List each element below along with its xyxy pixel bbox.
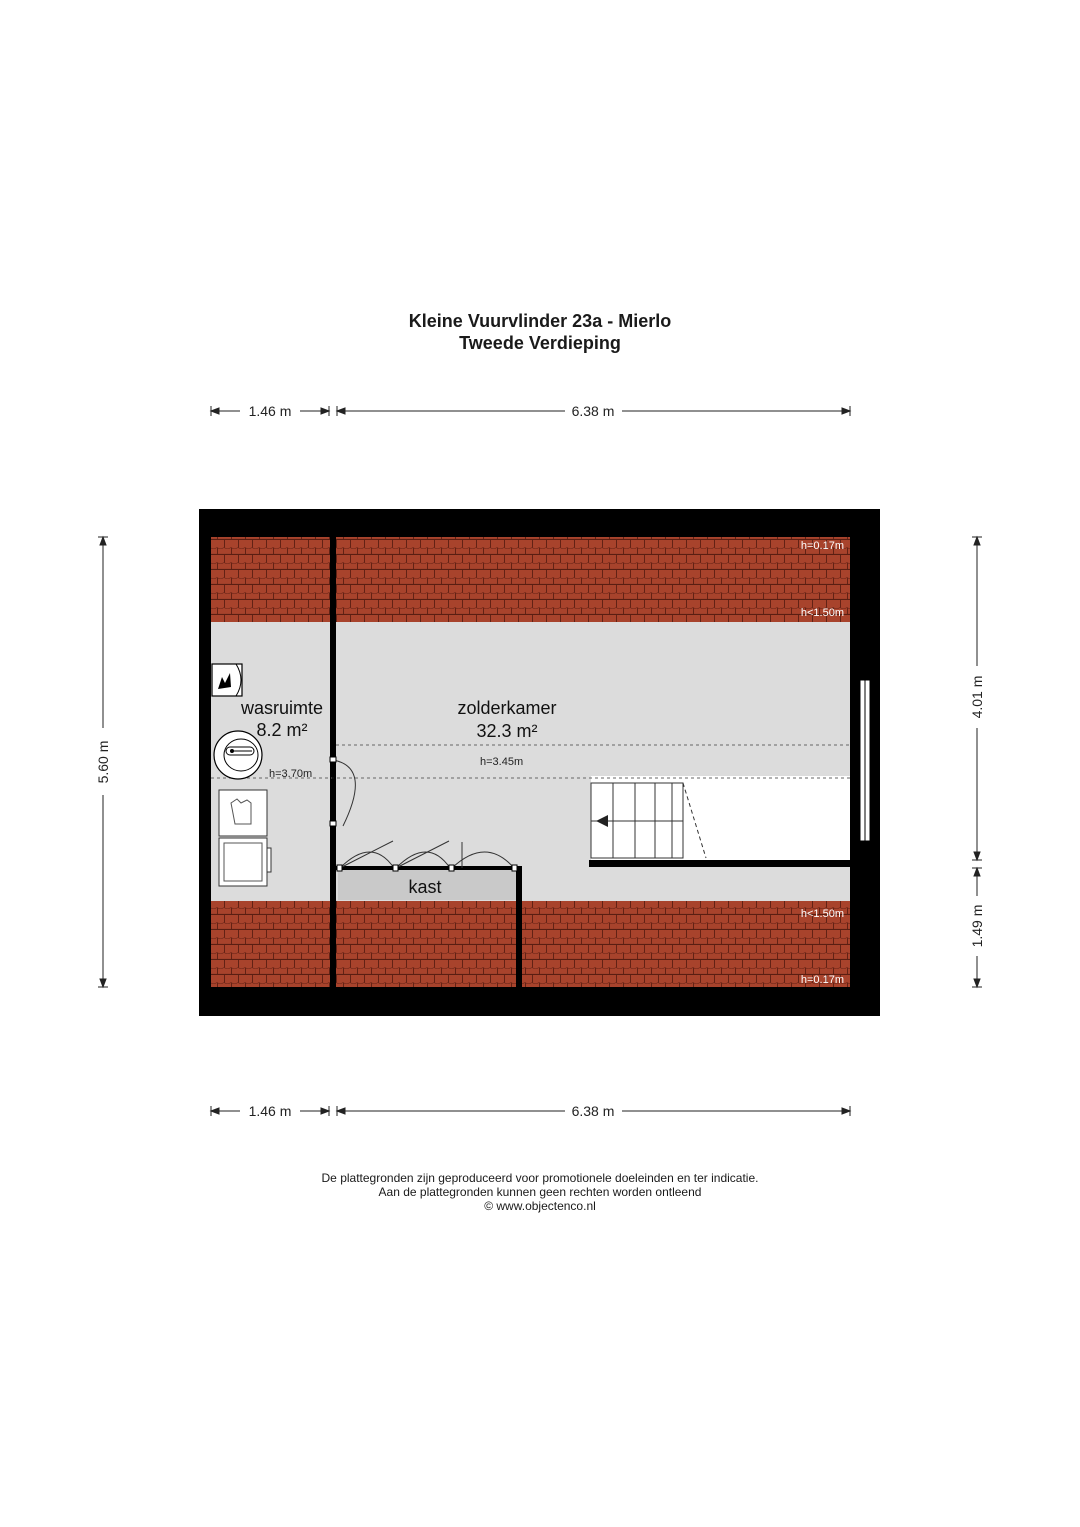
wall-right-lower <box>850 841 880 987</box>
room-height-zolderkamer: h=3.45m <box>480 756 524 768</box>
room-name-zolderkamer: zolderkamer <box>457 698 557 718</box>
window-right <box>860 680 870 841</box>
dim-top-right: 6.38 m <box>571 403 615 419</box>
dim-left-total: 5.60 m <box>95 740 111 784</box>
wall-right-upper <box>850 537 880 680</box>
dim-right-upper: 4.01 m <box>969 675 985 719</box>
wall-wasruimte-divider-top <box>330 537 336 760</box>
boiler-icon <box>212 664 242 696</box>
roof-slope-top-right <box>336 537 850 622</box>
dim-top-left: 1.46 m <box>248 403 292 419</box>
washing-machine-icon <box>219 838 271 886</box>
roof-slope-bottom-mid <box>336 901 516 987</box>
roof-slope-top-left <box>211 537 330 622</box>
dimension-top <box>211 406 850 416</box>
roof-height-bottom-ridge: h=0.17m <box>800 974 844 986</box>
dim-bottom-right: 6.38 m <box>571 1103 615 1119</box>
room-area-zolderkamer: 32.3 m² <box>476 721 538 741</box>
room-height-wasruimte: h=3.70m <box>269 768 313 780</box>
roof-height-top-limit: h<1.50m <box>800 607 844 619</box>
disclaimer-copyright: © www.objectenco.nl <box>484 1199 596 1213</box>
room-area-wasruimte: 8.2 m² <box>256 720 308 740</box>
floor-subtitle: Tweede Verdieping <box>459 333 621 353</box>
sink-icon <box>214 731 262 779</box>
plan-title: Kleine Vuurvlinder 23a - Mierlo <box>408 311 672 331</box>
dryer-icon <box>219 790 267 836</box>
disclaimer-line-1: De plattegronden zijn geproduceerd voor promotionele doeleinden en ter indicatie. <box>321 1171 759 1185</box>
dimension-bottom <box>211 1106 850 1116</box>
wall-kast-front <box>336 866 522 870</box>
wall-kast-divider <box>516 866 522 987</box>
roof-slope-bottom-left <box>211 901 330 987</box>
dim-right-lower: 1.49 m <box>969 904 985 948</box>
roof-height-top-ridge: h=0.17m <box>800 540 844 552</box>
room-name-kast: kast <box>408 877 442 897</box>
dim-bottom-left: 1.46 m <box>248 1103 292 1119</box>
roof-height-bottom-limit: h<1.50m <box>800 908 844 920</box>
room-name-wasruimte: wasruimte <box>240 698 324 718</box>
disclaimer-line-2: Aan de plattegronden kunnen geen rechten worden ontleend <box>378 1185 702 1199</box>
wall-stair-edge <box>589 860 850 867</box>
wall-wasruimte-divider-bottom <box>330 825 336 987</box>
